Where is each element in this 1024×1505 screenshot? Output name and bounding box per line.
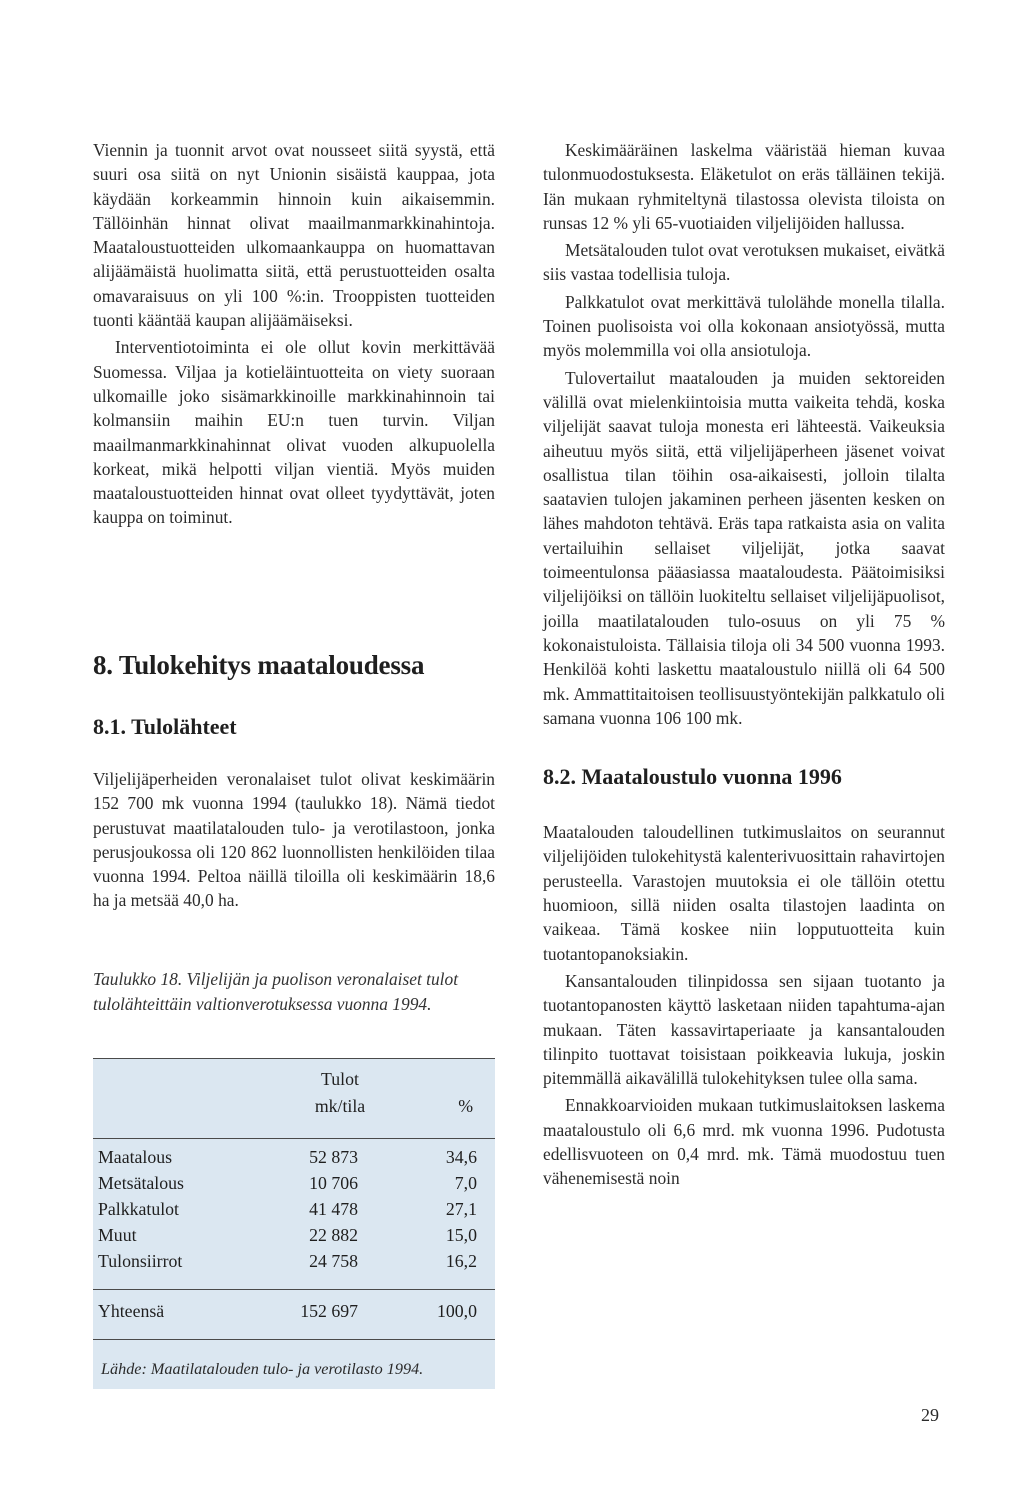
table-row: [93, 1251, 495, 1277]
row-label: Maatalous: [98, 1147, 173, 1167]
row-value: 41 478: [309, 1199, 358, 1219]
row-label: Muut: [98, 1225, 137, 1245]
left-column: [93, 138, 495, 530]
table-caption: Taulukko 18. Viljelijän ja puolison veronalaiset tulot tulolähteittäin valtionverotuksessa vuonna 1994.: [93, 969, 459, 1014]
table-row-total: [93, 1301, 495, 1327]
table-row: [93, 1173, 495, 1199]
row-percent: 34,6: [445, 1147, 477, 1167]
paragraph-wage-income: Palkkatulot ovat merkittävä tulolähde monella tilalla. Toinen puolisoista voi olla kokonaan ansiotyössä, mutta myös molemmilla voi olla ansiotuloja.: [543, 291, 945, 361]
paragraph-income-comparisons: Tulovertailut maatalouden ja muiden sektoreiden välillä ovat mielenkiintoisia mutta vaikeita tehdä, koska viljelijät saavat tuloja monesta eri lähteestä. Vaikeuksia aiheutuu myös siitä, että viljelijäperheen jäsenet voivat osallistua tilan töihin osa-aikaisesti, jolloin tilalta saatavien tulojen jakaminen perheen jäsenten kesken on lähes mahdoton tehtävä. Eräs tapa ratkaista asia on valita vertailuihin sellaiset viljelijät, jotka saavat toimeentulonsa pääasiassa maataloudesta. Päätoimisiksi viljelijöiksi on tällöin luokiteltu sellaiset viljelijäpuolisot, joilla maatilatalouden tulo-osuus on yli 75 % kokonaistuloista. Tällaisia tiloja oli 34 500 vuonna 1993. Henkilöä kohti laskettu maataloustulo niillä oli 64 500 mk. Ammattitaitoisen teollisuustyöntekijän palkkatulo oli samana vuonna 106 100 mk.: [543, 367, 945, 728]
row-percent: 7,0: [454, 1173, 477, 1193]
row-percent: 27,1: [445, 1199, 477, 1219]
row-label: Tulonsiirrot: [98, 1251, 183, 1271]
table-caption-block: [93, 967, 495, 1016]
total-value: 152 697: [300, 1301, 358, 1321]
table-rule-total-bottom: [93, 1339, 495, 1340]
chapter-heading: 8. Tulokehitys maataloudessa: [93, 650, 425, 680]
paragraph-intervention: Interventiotoiminta ei ole ollut kovin merkittävää Suomessa. Viljaa ja kotieläintuotteita on viety suoraan ulkomaille joko sisämarkkinoille markkinahinnoin tai kolmansiin maihin EU:n tuen turvin. Viljan maailmanmarkkinahinnat olivat vuoden alkupuolella korkeat, mikä helpotti viljan vientiä. Myös muiden maataloustuotteiden hinnat ovat olleet tyydyttävät, joten kauppa on toiminut.: [93, 337, 495, 528]
section-heading-8-2: 8.2. Maataloustulo vuonna 1996: [543, 764, 842, 790]
paragraph-exports-imports: Viennin ja tuonnit arvot ovat nousseet siitä syystä, että suuri osa siitä on nyt Unionin sisäistä kauppaa, jota käydään korkeammin hinnoin kuin aikaisemmin. Tällöinhän hinnat olivat maailmanmarkkinahintoja. Maataloustuotteiden ulkomaankauppa on huomattavan alijäämäistä huolimatta siitä, että perustuotteiden osalta omavaraisuus on yli 100 %:in. Trooppisten tuotteiden tuonti kääntää kaupan alijäämäiseksi.: [93, 140, 495, 331]
paragraph-income-sources: Viljelijäperheiden veronalaiset tulot olivat keskimäärin 152 700 mk vuonna 1994 (taulukko 18). Nämä tiedot perustuvat maatilatalouden tulo- ja verotilastoon, jonka perusjoukossa oli 120 862 luonnollisten henkilöiden tilaa vuonna 1994. Peltoa näillä tiloilla oli keskimäärin 18,6 ha ja metsää 40,0 ha.: [93, 769, 495, 911]
section-8-1: [93, 714, 495, 740]
section-heading-8-1: 8.1. Tulolähteet: [93, 714, 237, 739]
row-percent: 15,0: [445, 1225, 477, 1245]
paragraph-national-accounts: Kansantalouden tilinpidossa sen sijaan tuotanto ja tuotantopanosten käyttö lasketaan niiden tapahtuma-ajan mukaan. Täten kassavirtaperiaate ja kansantalouden tilinpito tuottavat toisistaan poikkeavia lukuja, joskin pitemmällä aikavälillä tulokehityksen tulee olla sama.: [543, 970, 945, 1089]
row-label: Metsätalous: [98, 1173, 184, 1193]
table-row: [93, 1199, 495, 1225]
income-table: [93, 1058, 495, 1389]
table-header-tulot: Tulot: [321, 1069, 359, 1089]
paragraph-preliminary-estimates: Ennakkoarvioiden mukaan tutkimuslaitoksen laskema maataloustulo oli 6,6 mrd. mk vuonna 1996. Pudotusta edellisvuoteen on 0,4 mrd. mk. Tämä muodostuu tuen vähenemisestä noin: [543, 1095, 945, 1189]
table-row: [93, 1147, 495, 1173]
right-column: [543, 138, 945, 1191]
table-header-percent: %: [458, 1096, 473, 1116]
row-value: 10 706: [309, 1173, 358, 1193]
paragraph-forestry-income: Metsätalouden tulot ovat verotuksen mukaiset, eivätkä siis vastaa todellisia tuloja.: [543, 240, 945, 285]
paragraph-average-calculation: Keskimääräinen laskelma vääristää hieman kuvaa tulonmuodostuksesta. Eläketulot on eräs tälläinen tekijä. Iän mukaan ryhmiteltynä tilastossa olevista tiloista on runsas 12 % yli 65-vuotiaiden viljelijöiden hallussa.: [543, 140, 945, 233]
row-label: Palkkatulot: [98, 1199, 179, 1219]
page-number: 29: [921, 1405, 939, 1425]
table-source: Lähde: Maatilatalouden tulo- ja verotilasto 1994.: [101, 1360, 424, 1378]
row-value: 22 882: [309, 1225, 358, 1245]
table-rule-total-top: [93, 1289, 495, 1290]
total-label: Yhteensä: [98, 1301, 165, 1321]
section-8-1-body: [93, 767, 495, 913]
row-value: 52 873: [309, 1147, 358, 1167]
table-header-mk-tila: mk/tila: [314, 1096, 366, 1116]
table-row: [93, 1225, 495, 1251]
table-rule-header: [93, 1138, 495, 1139]
paragraph-research-institute: Maatalouden taloudellinen tutkimuslaitos on seurannut viljelijöiden tulokehitystä kalenterivuosittain rahavirtojen perusteella. Varastojen muutoksia ei ole tällöin otettu huomioon, sillä niiden osalta tilastojen laadinta on vaikeaa. Tämä koskee niin lopputuotteita kuin tuotantopanoksiakin.: [543, 822, 945, 964]
row-value: 24 758: [309, 1251, 358, 1271]
row-percent: 16,2: [445, 1251, 477, 1271]
total-percent: 100,0: [436, 1301, 477, 1321]
